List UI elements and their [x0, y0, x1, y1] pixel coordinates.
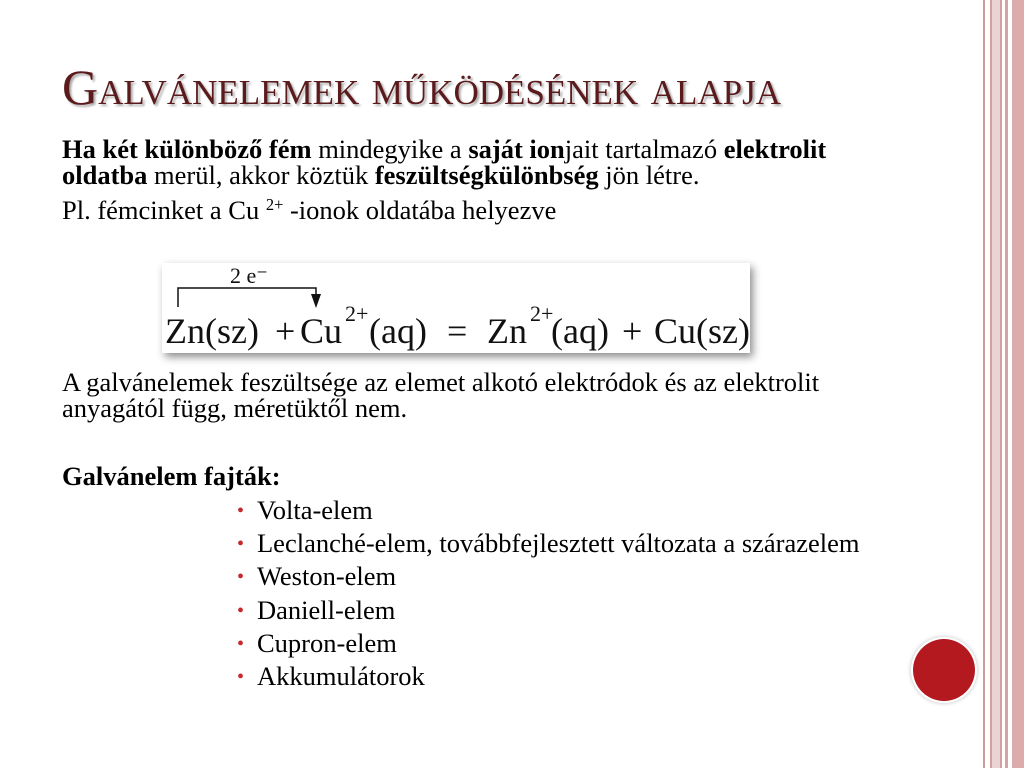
list-item	[237, 527, 860, 560]
list-item-label: Daniell-elem	[257, 594, 396, 625]
electron-transfer-label: 2 e⁻	[230, 263, 268, 288]
zinc-ion-charge: 2+	[530, 301, 554, 326]
bullet-icon: •	[237, 599, 245, 622]
plus-sign: +	[275, 311, 296, 351]
border-stripe	[983, 0, 985, 768]
list-item	[237, 627, 860, 660]
types-heading: Galvánelem fajták:	[62, 461, 281, 491]
text-bold: elektrolit oldatba	[62, 134, 827, 190]
aqueous-state: (aq)	[551, 311, 609, 351]
text-bold: feszültségkülönbség	[374, 160, 599, 190]
aqueous-state: (aq)	[369, 311, 427, 351]
text: jön létre.	[598, 160, 700, 190]
voltage-paragraph: A galvánelemek feszültsége az elemet alkotó elektródok és az elektrolit anyagától függ, méretüktől nem.	[62, 367, 820, 423]
list-item	[237, 660, 860, 693]
border-stripe	[1012, 0, 1024, 768]
bullet-icon: •	[237, 500, 245, 522]
list-item	[237, 494, 860, 527]
list-item-label: Weston-elem	[257, 561, 397, 592]
list-item	[237, 594, 860, 627]
text: Pl. fémcinket a Cu	[62, 195, 266, 225]
reaction-equation	[162, 263, 750, 353]
reaction-equation-image	[162, 263, 750, 353]
copper-ion: Cu	[300, 311, 343, 351]
text-bold: saját ion	[468, 134, 565, 164]
bullet-icon: •	[237, 632, 245, 655]
example-paragraph	[62, 194, 867, 225]
list-item-label: Akkumulátorok	[257, 661, 425, 692]
plus-sign: +	[622, 311, 643, 351]
arrow-head-icon	[311, 294, 321, 308]
intro-paragraph	[62, 136, 867, 188]
decorative-circle	[913, 639, 975, 701]
text-bold: Ha két különböző fém	[62, 134, 312, 164]
text: jait tartalmazó	[564, 134, 724, 164]
bullet-icon: •	[237, 533, 245, 556]
cell-types-list	[237, 494, 860, 693]
list-item	[237, 560, 860, 593]
copper-ion-charge: 2+	[345, 301, 369, 326]
slide-title: Galvánelemek működésének alapja	[62, 59, 781, 115]
zinc-ion: Zn	[487, 311, 527, 351]
text: -ionok oldatába helyezve	[283, 195, 557, 225]
border-stripe	[1005, 0, 1008, 768]
list-item-label: Leclanché-elem, továbbfejlesztett változata a szárazelem	[257, 528, 860, 559]
text: merül, akkor köztük	[147, 160, 375, 190]
list-item-label: Cupron-elem	[257, 627, 397, 658]
ion-charge: 2+	[265, 194, 284, 214]
bullet-icon: •	[237, 666, 245, 689]
bullet-icon: •	[237, 566, 245, 589]
electron-transfer-arrow	[178, 288, 316, 307]
border-stripe	[990, 0, 1002, 768]
text: mindegyike a	[311, 134, 469, 164]
equals-sign: =	[447, 311, 468, 351]
zinc-solid: Zn(sz)	[165, 311, 259, 351]
list-item-label: Volta-elem	[257, 495, 373, 525]
copper-solid: Cu(sz)	[654, 311, 750, 351]
